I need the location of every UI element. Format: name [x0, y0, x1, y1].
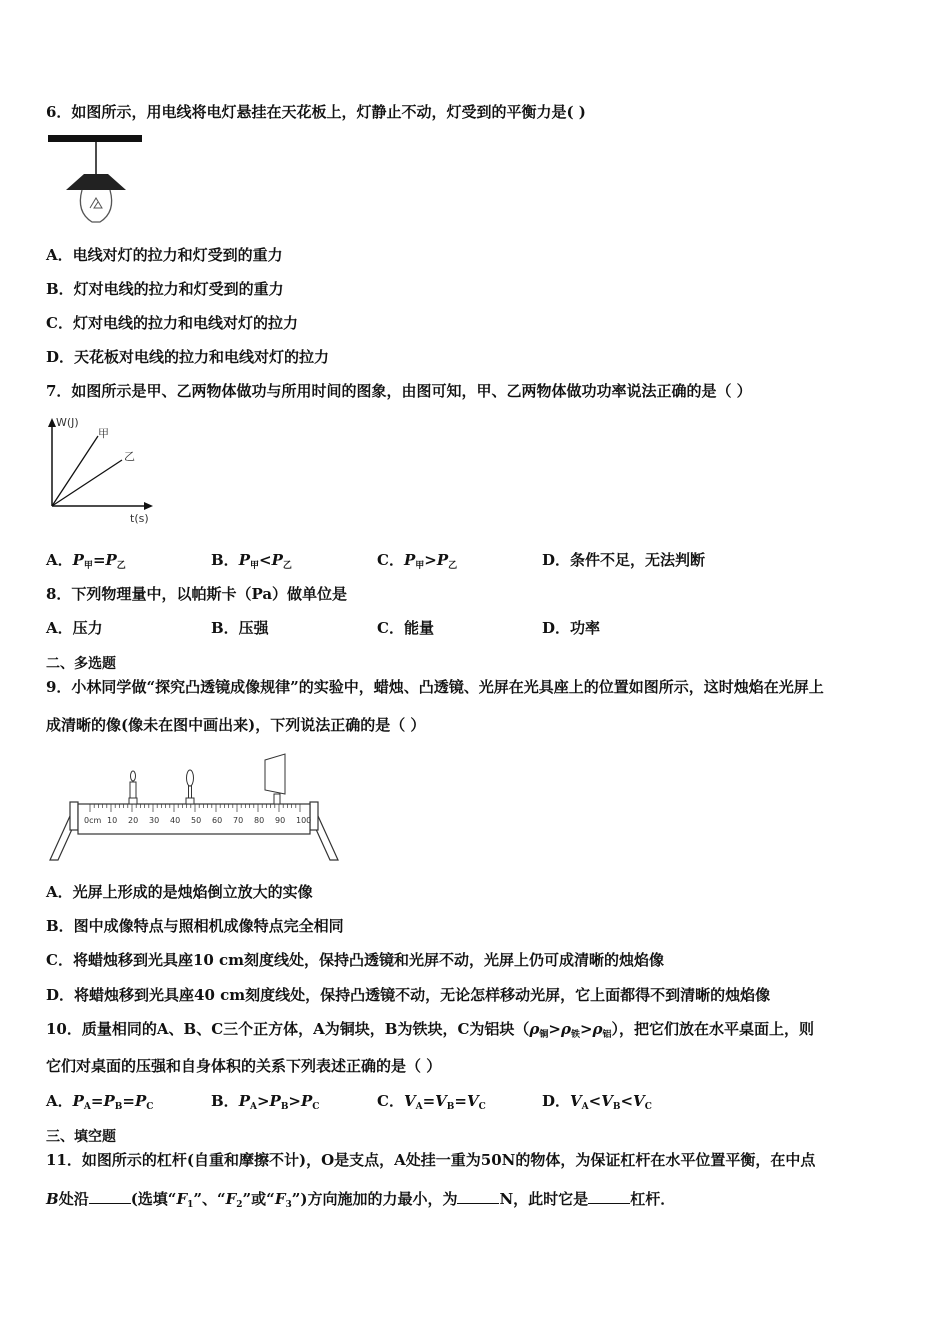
q10-option-d: D．$V_A<V_B<V_C$ — [542, 1092, 652, 1112]
ruler-label: 20 — [128, 816, 139, 825]
q10-option-b: B．$P_A>P_B>P_C$ — [211, 1092, 320, 1112]
ruler-label: 80 — [254, 816, 265, 825]
lens-base — [186, 798, 194, 804]
candle-flame — [131, 771, 136, 781]
q11-stem-line2: B处沿 (选填“$F_1$”、“$F_2$”或“$F_3$”)方向施加的力最小，为 N，此时它是 杠杆． — [46, 1187, 675, 1215]
filament — [90, 198, 102, 208]
ruler-label: 30 — [149, 816, 160, 825]
x-axis-label: t(s) — [130, 512, 149, 525]
q7-option-d: D．条件不足，无法判断 — [542, 551, 706, 569]
ruler-label: 50 — [191, 816, 202, 825]
ruler-label: 0cm — [84, 816, 102, 825]
q7-option-b: B．$P_甲<P_乙$ — [211, 551, 292, 571]
q6-option-d: D．天花板对电线的拉力和电线对灯的拉力 — [46, 348, 330, 366]
q6-option-a: A．电线对灯的拉力和灯受到的重力 — [46, 246, 283, 264]
q8-option-d: D．功率 — [542, 619, 601, 637]
candle-holder — [129, 798, 137, 804]
q7-option-a: A．$P_甲=P_乙$ — [46, 551, 126, 571]
optical-bench-figure — [44, 752, 344, 864]
lamp-shade — [66, 174, 126, 190]
q9-option-b: B．图中成像特点与照相机成像特点完全相同 — [46, 917, 344, 935]
line-jia-label: 甲 — [98, 427, 109, 440]
blank-lever-type[interactable] — [588, 1187, 630, 1204]
bulb — [80, 190, 111, 222]
q6-stem: 6．如图所示，用电线将电灯悬挂在天花板上，灯静止不动，灯受到的平衡力是( ) — [46, 103, 586, 121]
q10-option-c: C．$V_A=V_B=V_C$ — [377, 1092, 486, 1112]
ceiling-bar — [48, 135, 142, 142]
left-post — [70, 802, 78, 830]
blank-force-value[interactable] — [457, 1187, 499, 1204]
line-yi-label: 乙 — [124, 450, 135, 463]
section-fill-in-heading: 三、填空题 — [46, 1129, 116, 1145]
candle-body — [130, 782, 136, 798]
q9-option-a: A．光屏上形成的是烛焰倒立放大的实像 — [46, 883, 313, 901]
q11-stem-line1: 11．如图所示的杠杆(自重和摩擦不计)，O是支点，A处挂一重为50N的物体，为保证杠杆在水平位置平衡，在中点 — [46, 1151, 816, 1169]
lens-holder — [189, 786, 192, 798]
screen-panel — [265, 754, 285, 794]
q10-option-a: A．$P_A=P_B=P_C$ — [46, 1092, 154, 1112]
q10-stem-line1: 10．质量相同的A、B、C三个正方体，A为铜块，B为铁块，C为铝块$(\rho_铜>\rho_铁>\rho_铝)$，把它们放在水平桌面上，则 — [46, 1020, 815, 1040]
convex-lens — [186, 770, 194, 804]
y-axis-arrow — [48, 418, 56, 427]
q7-stem: 7．如图所示是甲、乙两物体做功与所用时间的图象，由图可知，甲、乙两物体做功功率说法正确的是（ ） — [46, 382, 752, 400]
screen-holder — [274, 794, 280, 804]
q7-option-c: C．$P_甲>P_乙$ — [377, 551, 458, 571]
q8-option-c: C．能量 — [377, 619, 434, 637]
q6-option-b: B．灯对电线的拉力和灯受到的重力 — [46, 280, 284, 298]
q8-option-a: A．压力 — [46, 619, 103, 637]
ruler-label: 90 — [275, 816, 286, 825]
ruler-label: 100 — [296, 816, 312, 825]
y-axis-label: W(J) — [56, 416, 79, 429]
q6-option-c: C．灯对电线的拉力和电线对灯的拉力 — [46, 314, 298, 332]
ruler-label: 70 — [233, 816, 244, 825]
q9-option-c: C．将蜡烛移到光具座10 cm刻度线处，保持凸透镜和光屏不动，光屏上仍可成清晰的烛焰像 — [46, 951, 665, 969]
light-screen — [265, 754, 285, 804]
ruler-label: 40 — [170, 816, 181, 825]
x-axis-arrow — [144, 502, 153, 510]
work-time-graph — [40, 410, 160, 528]
q9-stem-line1: 9．小林同学做“探究凸透镜成像规律”的实验中，蜡烛、凸透镜、光屏在光具座上的位置如图所示，这时烛焰在光屏上 — [46, 678, 824, 696]
ruler-label: 10 — [107, 816, 118, 825]
q10-stem-line2: 它们对桌面的压强和自身体积的关系下列表述正确的是（ ） — [46, 1057, 442, 1075]
q8-stem: 8．下列物理量中，以帕斯卡（Pa）做单位是 — [46, 585, 348, 603]
lens-body — [187, 770, 194, 786]
line-jia — [52, 436, 98, 506]
q9-stem-line2: 成清晰的像(像未在图中画出来)，下列说法正确的是（ ） — [46, 716, 426, 734]
line-yi — [52, 460, 122, 506]
ruler-label: 60 — [212, 816, 223, 825]
hanging-lamp-figure — [46, 132, 146, 232]
q8-option-b: B．压强 — [211, 619, 269, 637]
section-multiple-choice-heading: 二、多选题 — [46, 656, 116, 672]
blank-direction[interactable] — [89, 1187, 131, 1204]
candle — [129, 771, 137, 804]
q9-option-d: D．将蜡烛移到光具座40 cm刻度线处，保持凸透镜不动，无论怎样移动光屏，它上面都得不到清晰的烛焰像 — [46, 986, 771, 1004]
